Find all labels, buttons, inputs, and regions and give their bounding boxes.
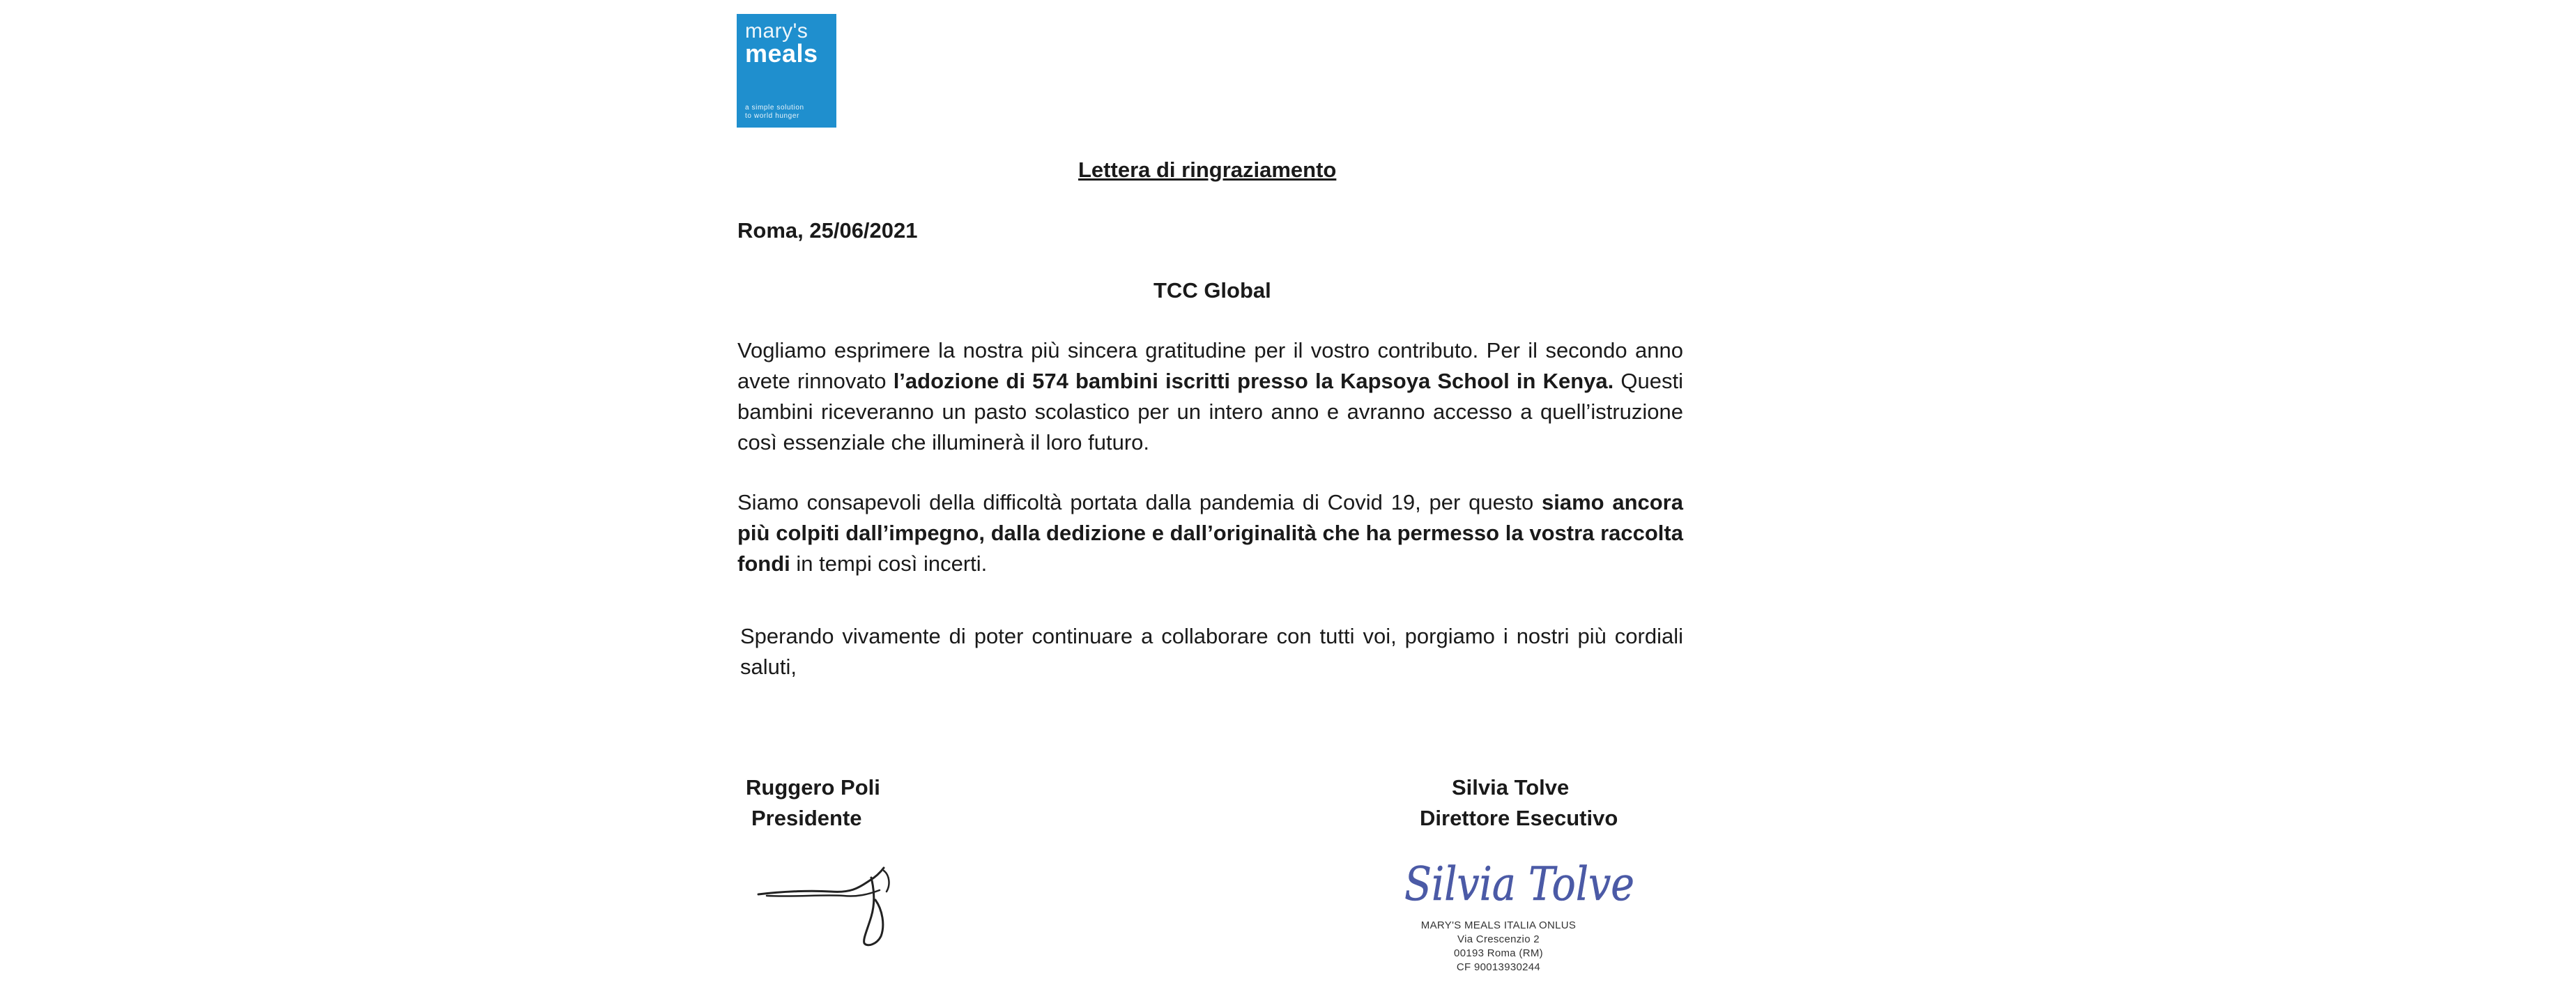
stamp-line-2: Via Crescenzio 2: [1457, 933, 1540, 945]
paragraph-1-part-c: Questi bambini riceveranno un pasto scolastico per un intero anno e avranno accesso a quell’istruzione così essenziale che illuminerà il loro futuro.: [737, 369, 1683, 454]
paragraph-2-part-a: Siamo consapevoli della difficoltà portata dalla pandemia di Covid 19, per questo: [737, 490, 1542, 514]
letter-heading: Lettera di ringraziamento: [1078, 158, 1337, 182]
paragraph-3: Sperando vivamente di poter continuare a collaborare con tutti voi, porgiamo i nostri più cordiali saluti,: [740, 624, 1683, 679]
left-signature-icon: [753, 861, 920, 952]
paragraph-1-part-a: Vogliamo esprimere la nostra più sincera gratitudine per il vostro contributo. Per il secondo anno avete rinnovato: [737, 338, 1683, 393]
place-date: Roma, 25/06/2021: [737, 218, 918, 243]
paragraph-2-part-c: in tempi così incerti.: [790, 551, 988, 576]
logo-tagline-2: to world hunger: [745, 112, 799, 120]
paragraph-2: [737, 487, 1683, 579]
stamp-line-3: 00193 Roma (RM): [1454, 947, 1543, 959]
paragraph-1-bold: l’adozione di 574 bambini iscritti presso la Kapsoya School in Kenya.: [893, 369, 1614, 393]
logo-line-2: meals: [745, 39, 818, 68]
marys-meals-logo: [737, 14, 836, 128]
logo-tagline-1: a simple solution: [745, 104, 804, 112]
logo-tagline: [745, 104, 804, 121]
right-signature-text: Silvia Tolve: [1404, 857, 1634, 911]
recipient: TCC Global: [1153, 278, 1271, 303]
logo-line-1: mary's: [745, 20, 808, 43]
stamp-line-1: MARY'S MEALS ITALIA ONLUS: [1420, 919, 1577, 931]
paragraph-1: [737, 335, 1683, 458]
left-signatory-name: Ruggero Poli: [746, 775, 880, 800]
left-signatory-role: Presidente: [751, 806, 862, 830]
right-signatory-role: Direttore Esecutivo: [1420, 806, 1618, 830]
organization-stamp: [1415, 919, 1582, 975]
right-signatory-name: Silvia Tolve: [1452, 775, 1570, 800]
right-signature-icon: [1397, 840, 1648, 920]
stamp-line-4: CF 90013930244: [1456, 961, 1541, 973]
paragraph-2-bold: siamo ancora più colpiti dall’impegno, dalla dedizione e dall’originalità che ha permesso la vostra raccolta fondi: [737, 490, 1683, 576]
